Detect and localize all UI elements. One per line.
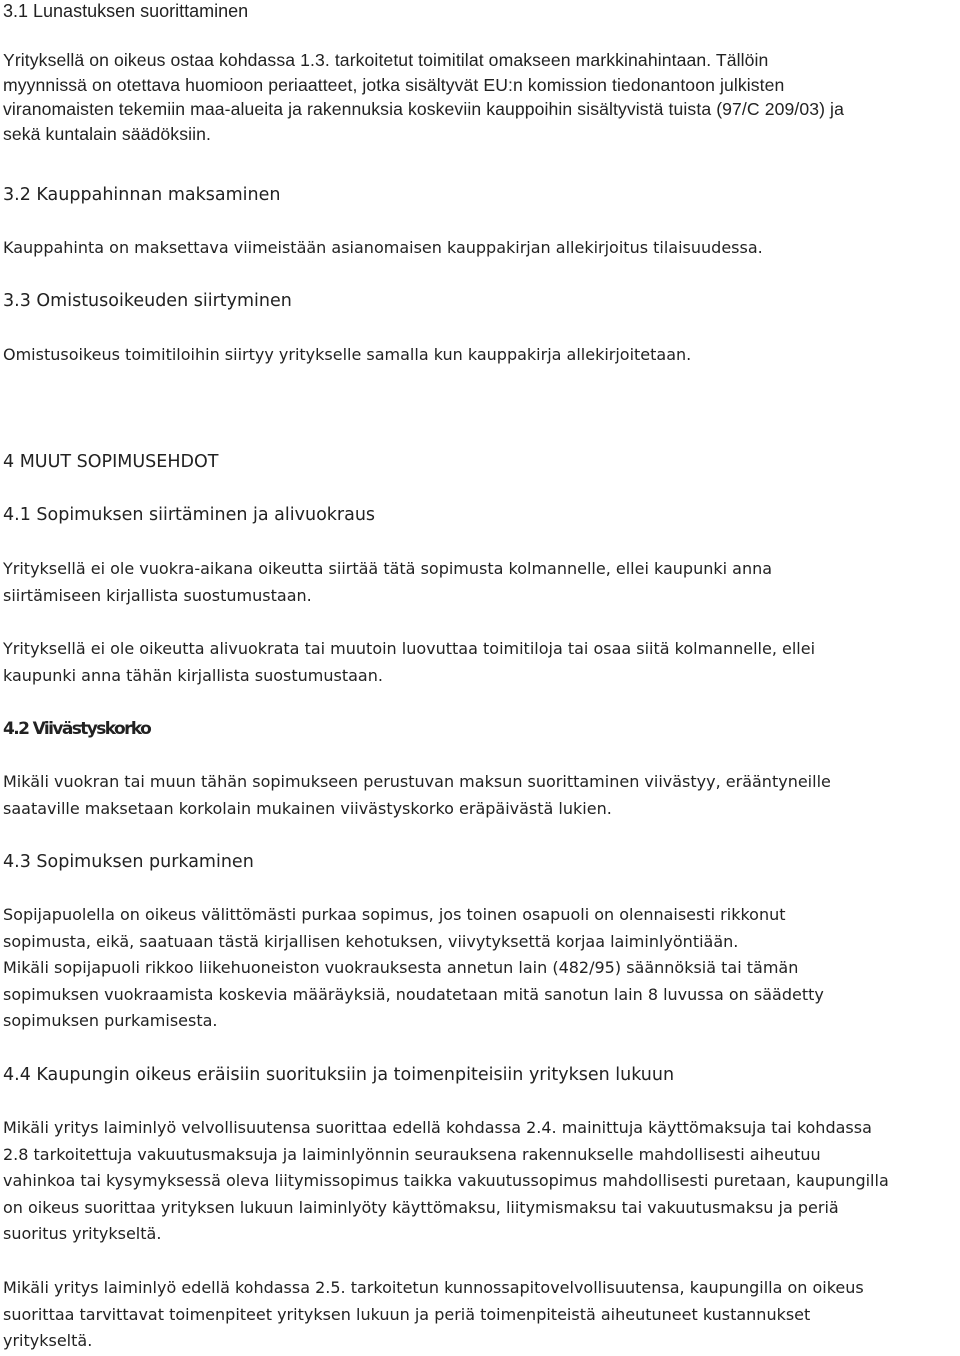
paragraph-line: Mikäli yritys laiminlyö edellä kohdassa 2.5. tarkoitetun kunnossapitovelvollisuutensa, kaupungilla on oikeus — [3, 1278, 864, 1297]
paragraph-line: suorittaa tarvittavat toimenpiteet yrityksen lukuun ja periä toimenpiteistä aiheutuneet kustannukset — [3, 1304, 811, 1324]
paragraph-line: viranomaisten tekemiin maa-alueita ja rakennuksia koskeviin kauppoihin sisältyvistä tuista (97/C 209/03) ja — [3, 99, 844, 119]
paragraph-line: sopimuksen vuokraamista koskevia määräyksiä, noudatetaan mitä sanotun lain 8 luvussa on säädetty — [3, 984, 824, 1004]
paragraph-line: Yrityksellä ei ole oikeutta alivuokrata tai muutoin luovuttaa toimitiloja tai osaa siitä kolmannelle, ellei — [3, 639, 816, 658]
section-4-4-paragraph-2 — [3, 1275, 957, 1355]
paragraph-line: sekä kuntalain säädöksiin. — [3, 123, 211, 144]
paragraph-line: vahinkoa tai kysymyksessä oleva liitymissopimus taikka vakuutussopimus mahdollisesti puretaan, kaupungilla — [3, 1171, 889, 1190]
section-4-2-paragraph — [3, 769, 957, 822]
paragraph-line: kaupunki anna tähän kirjallista suostumustaan. — [3, 665, 383, 685]
section-4-1-paragraph-1 — [3, 556, 957, 609]
section-3-3-paragraph — [3, 342, 957, 369]
paragraph-line: on oikeus suorittaa yrityksen lukuun laiminlyöty käyttömaksu, liitymismaksu tai vakuutusmaksu ja periä — [3, 1197, 839, 1217]
paragraph-line: saataville maksetaan korkolain mukainen viivästyskorko eräpäivästä lukien. — [3, 798, 612, 818]
paragraph-line: Mikäli vuokran tai muun tähän sopimukseen perustuvan maksun suorittaminen viivästyy, erääntyneille — [3, 772, 831, 791]
paragraph-line: Mikäli sopijapuoli rikkoo liikehuoneiston vuokrauksesta annetun lain (482/95) säännöksiä tai tämän — [3, 958, 799, 977]
paragraph-line: sopimusta, eikä, saatuaan tästä kirjallisen kehotuksen, viivytyksettä korjaa laiminlyöntiään. — [3, 931, 739, 951]
section-4-1-paragraph-2 — [3, 636, 957, 689]
section-4-4-paragraph-1 — [3, 1115, 957, 1248]
paragraph-line: Yrityksellä ei ole vuokra-aikana oikeutta siirtää tätä sopimusta kolmannelle, ellei kaupunki anna — [3, 559, 773, 578]
section-4-2-heading: 4.2 Viivästyskorko — [3, 719, 151, 739]
paragraph-line: Yrityksellä on oikeus ostaa kohdassa 1.3. tarkoitetut toimitilat omakseen markkinahintaan. Tällöin — [3, 50, 769, 70]
paragraph-line: myynnissä on otettava huomioon periaatteet, jotka sisältyvät EU:n komission tiedonantoon julkisten — [3, 74, 785, 95]
paragraph-line: Mikäli yritys laiminlyö velvollisuutensa suorittaa edellä kohdassa 2.4. mainittuja käyttömaksuja tai kohdassa — [3, 1118, 872, 1137]
paragraph-line: siirtämiseen kirjallista suostumustaan. — [3, 585, 312, 605]
section-4-3-heading: 4.3 Sopimuksen purkaminen — [3, 852, 254, 872]
paragraph-line: 2.8 tarkoitettuja vakuutusmaksuja ja laiminlyönnin seurauksena rakennukselle mahdollisesti aiheutuu — [3, 1144, 821, 1164]
paragraph-line: Sopijapuolella on oikeus välittömästi purkaa sopimus, jos toinen osapuoli on olennaisesti rikkonut — [3, 905, 786, 924]
section-3-3-heading: 3.3 Omistusoikeuden siirtyminen — [3, 291, 292, 311]
section-4-heading: 4 MUUT SOPIMUSEHDOT — [3, 452, 219, 472]
section-4-3-paragraph — [3, 902, 957, 1035]
paragraph-line: suoritus yritykseltä. — [3, 1224, 162, 1243]
paragraph-line: Omistusoikeus toimitiloihin siirtyy yritykselle samalla kun kauppakirja allekirjoitetaan. — [3, 345, 692, 364]
paragraph-line: Kauppahinta on maksettava viimeistään asianomaisen kauppakirjan allekirjoitus tilaisuudessa. — [3, 238, 763, 257]
paragraph-line: yritykseltä. — [3, 1331, 93, 1350]
section-4-4-heading: 4.4 Kaupungin oikeus eräisiin suorituksiin ja toimenpiteisiin yrityksen lukuun — [3, 1065, 675, 1085]
section-3-2-heading: 3.2 Kauppahinnan maksaminen — [3, 185, 281, 205]
section-3-1-paragraph — [3, 48, 957, 146]
paragraph-line: sopimuksen purkamisesta. — [3, 1011, 218, 1030]
section-3-1-heading: 3.1 Lunastuksen suorittaminen — [3, 1, 249, 21]
section-3-2-paragraph — [3, 235, 957, 262]
section-4-1-heading: 4.1 Sopimuksen siirtäminen ja alivuokraus — [3, 505, 376, 525]
